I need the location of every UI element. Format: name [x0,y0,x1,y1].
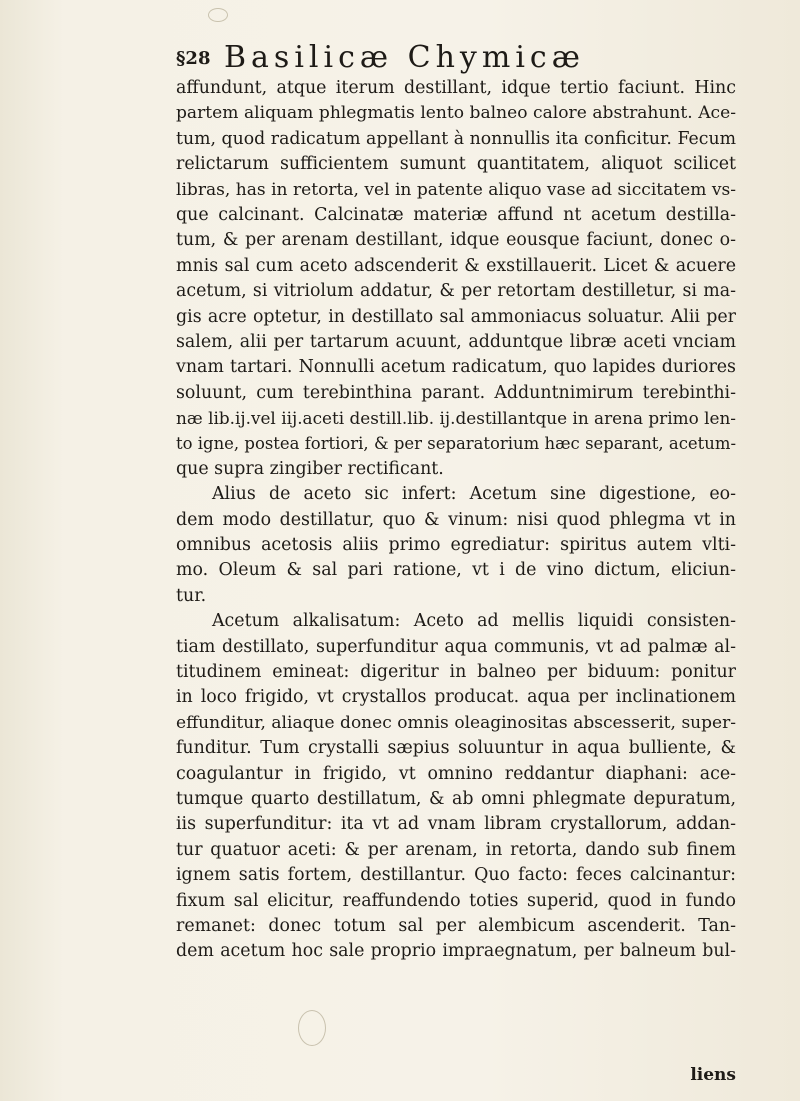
text-line: tum, quod radicatum appellant à nonnullis ita conficitur. Fecum [176,128,736,149]
page-number: §28 [176,48,211,69]
text-line: que supra zingiber rectificant. [176,458,444,479]
paper-stain [298,1010,326,1046]
text-line: coagulantur in frigido, vt omnino reddantur diaphani: ace- [176,763,736,784]
body-text [176,76,736,965]
text-line: fixum sal elicitur, reaffundendo toties superid, quod in fundo [176,890,736,911]
text-line: partem aliquam phlegmatis lento balneo calore abstrahunt. Ace- [176,103,736,124]
text-line: omnibus acetosis aliis primo egrediatur: spiritus autem vlti- [176,535,736,556]
text-line: tur quatuor aceti: & per arenam, in retorta, dando sub finem [176,839,736,860]
text-line: tum, & per arenam destillant, idque eousque faciunt, donec o- [176,230,736,251]
text-line: in loco frigido, vt crystallos producat. aqua per inclinationem [176,687,736,708]
text-line: mnis sal cum aceto adscenderit & exstillauerit. Licet & acuere [176,255,736,276]
text-line: dem acetum hoc sale proprio impraegnatum, per balneum bul- [176,941,736,962]
text-line: ignem satis fortem, destillantur. Quo facto: feces calcinantur: [176,865,736,886]
text-line: affundunt, atque iterum destillant, idque tertio faciunt. Hinc [176,78,736,98]
text-line: funditur. Tum crystalli sæpius soluuntur in aqua bulliente, & [176,738,736,759]
text-line: Acetum alkalisatum: Aceto ad mellis liquidi consisten- [212,611,736,632]
text-line: remanet: donec totum sal per alembicum ascenderit. Tan- [176,915,736,936]
text-line: iis superfunditur: ita vt ad vnam libram crystallorum, addan- [176,814,736,835]
text-line: que calcinant. Calcinatæ materiæ affund nt acetum destilla- [176,204,736,225]
text-line: titudinem emineat: digeritur in balneo per biduum: ponitur [176,661,736,682]
text-line: tumque quarto destillatum, & ab omni phlegmate depuratum, [176,788,736,809]
running-head: Basilicæ Chymicæ [224,40,585,75]
text-line: Alius de aceto sic infert: Acetum sine digestione, eo- [212,484,736,505]
text-line: salem, alii per tartarum acuunt, adduntque libræ aceti vnciam [176,331,736,352]
text-line: libras, has in retorta, vel in patente aliquo vase ad siccitatem vs- [176,179,736,200]
text-line: relictarum sufficientem sumunt quantitatem, aliquot scilicet [176,154,736,175]
page-header [176,40,736,80]
text-line: dem modo destillatur, quo & vinum: nisi quod phlegma vt in [176,509,736,530]
catchword: liens [690,1065,736,1085]
text-line: vnam tartari. Nonnulli acetum radicatum, quo lapides duriores [176,357,736,378]
text-line: gis acre optetur, in destillato sal ammoniacus soluatur. Alii per [176,306,736,327]
text-line: acetum, si vitriolum addatur, & per retortam destilletur, si ma- [176,281,736,302]
text-line: soluunt, cum terebinthina parant. Adduntnimirum terebinthi- [176,382,736,403]
text-line: mo. Oleum & sal pari ratione, vt i de vino dictum, eliciun- [176,560,736,581]
paper-stain [208,8,228,22]
text-line: effunditur, aliaque donec omnis oleaginositas abscesserit, super- [176,712,736,733]
text-line: næ lib.ij.vel iij.aceti destill.lib. ij.destillantque in arena primo len- [176,408,736,429]
text-line: tur. [176,585,207,606]
text-line: to igne, postea fortiori, & per separatorium hæc separant, acetum- [176,434,736,454]
text-line: tiam destillato, superfunditur aqua communis, vt ad palmæ al- [176,636,736,657]
